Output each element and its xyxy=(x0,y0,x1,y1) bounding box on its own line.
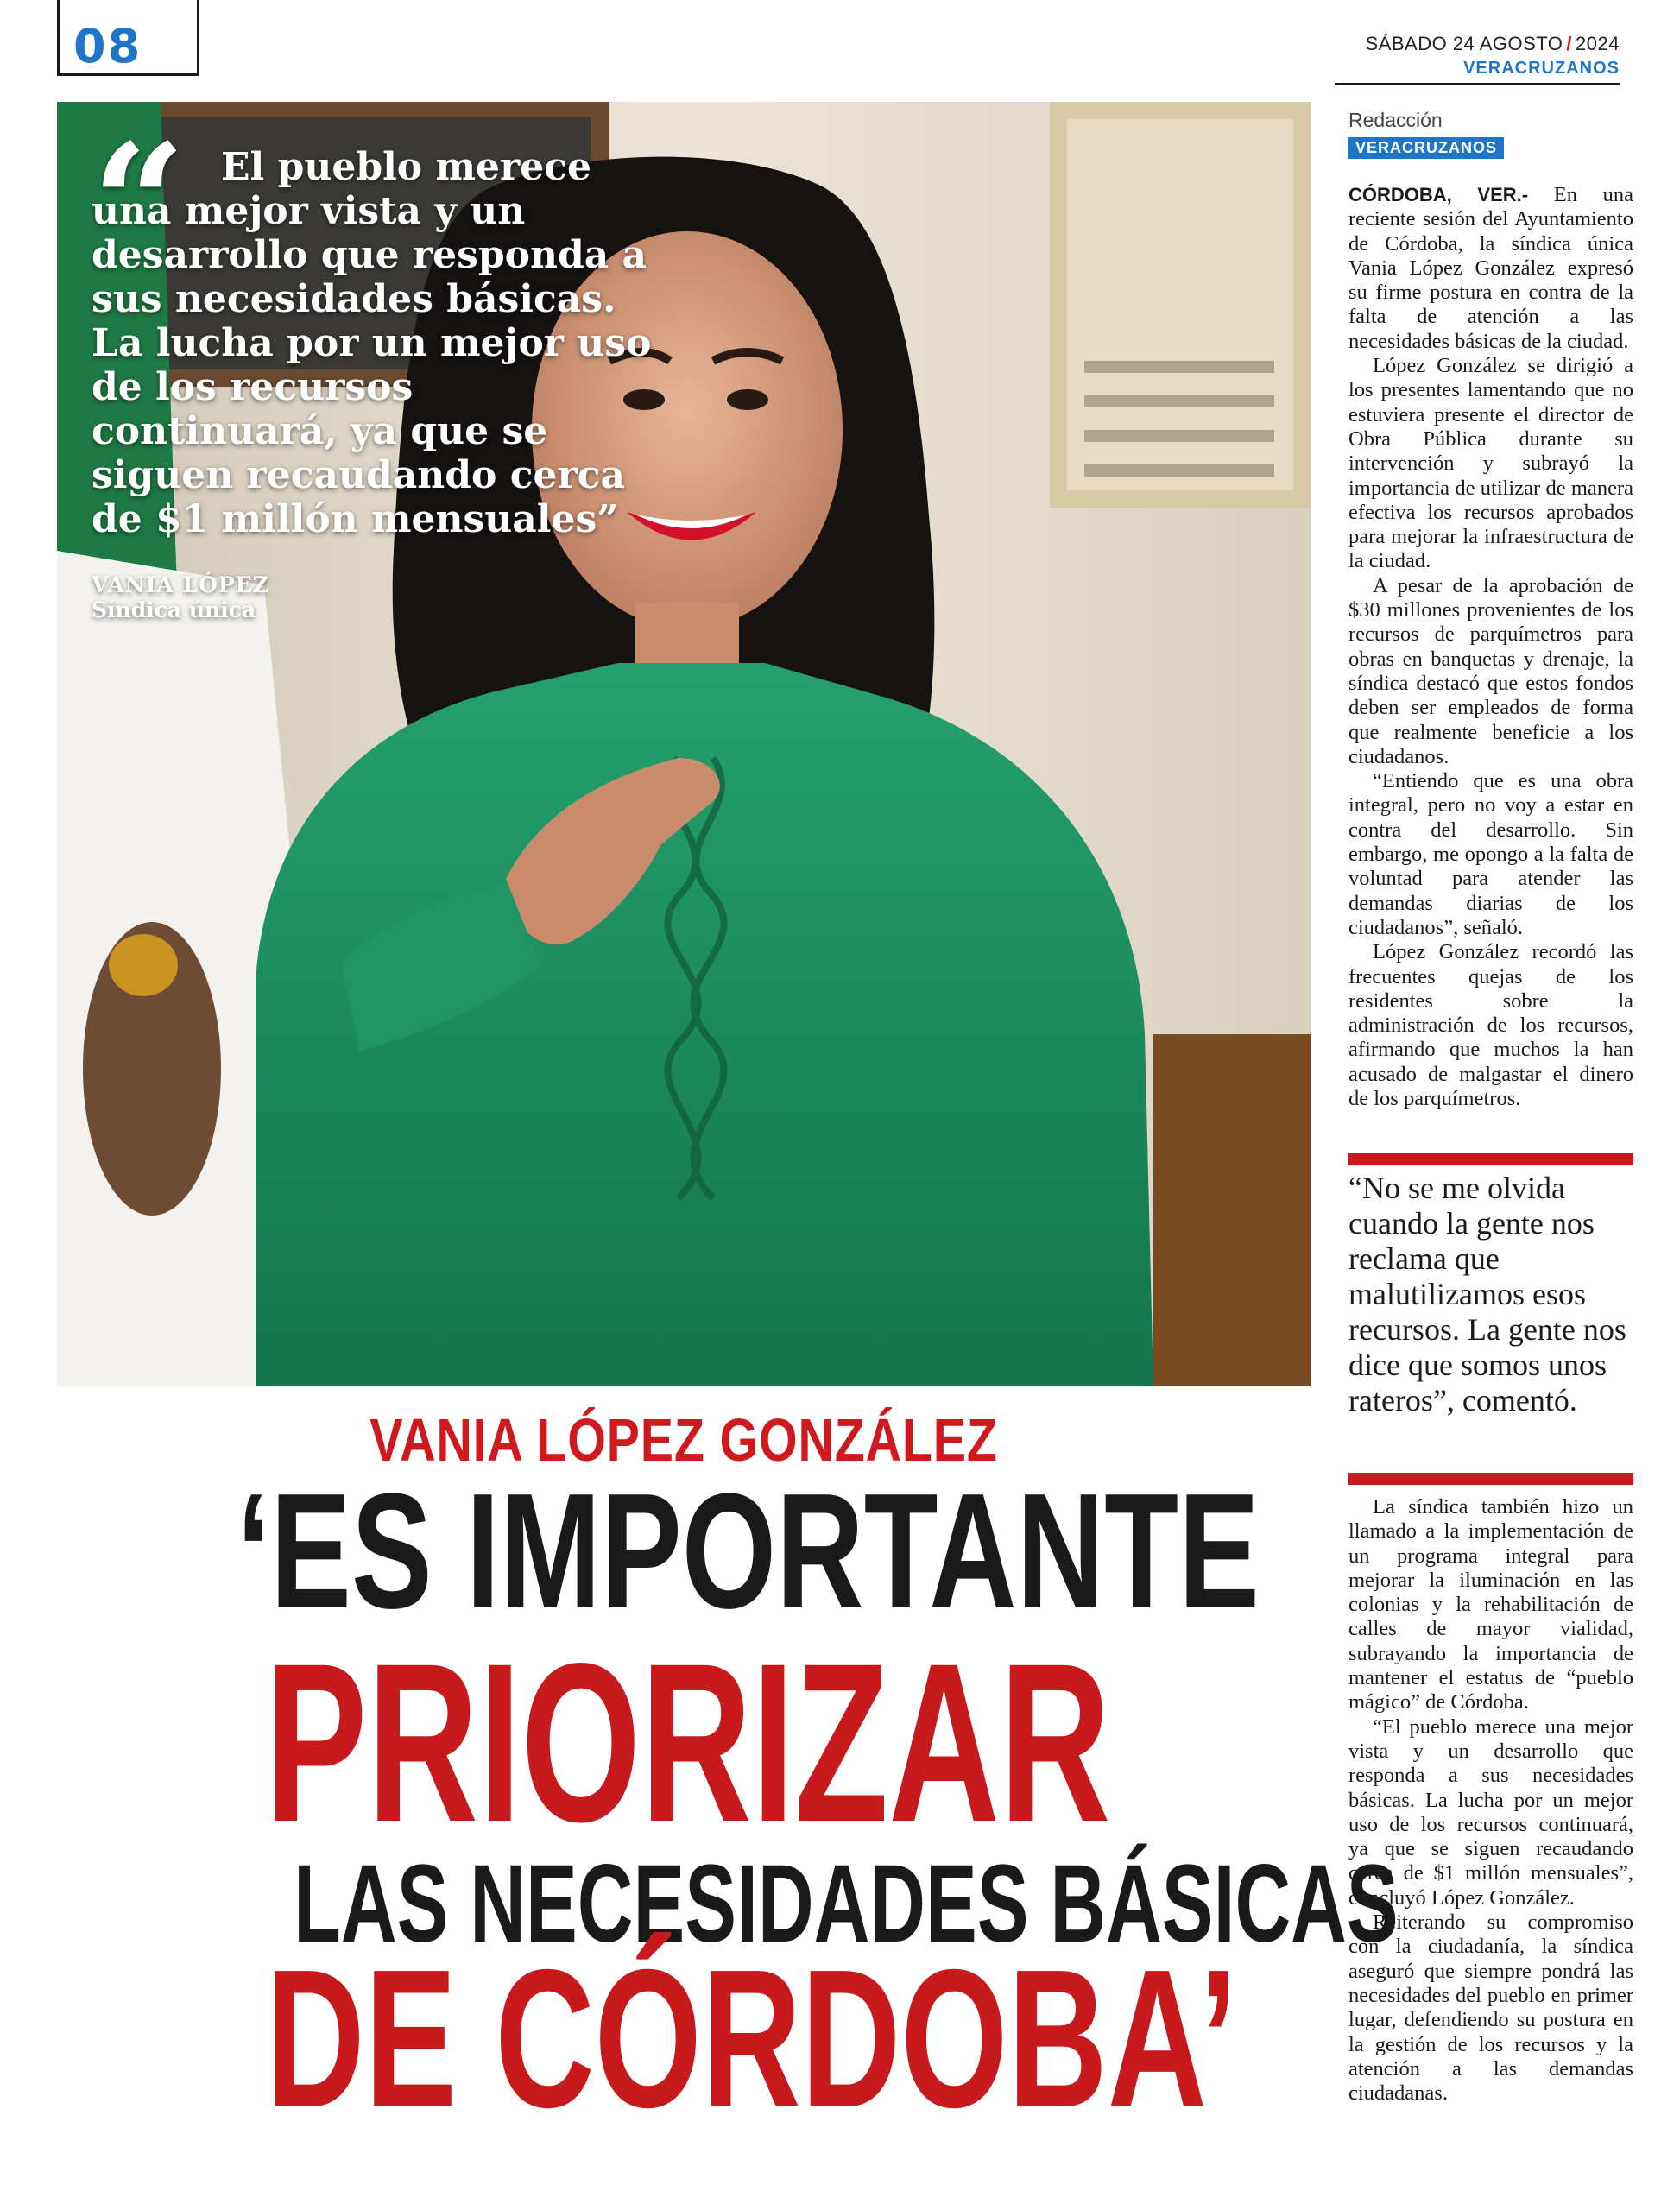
issue-date-day: SÁBADO 24 AGOSTO xyxy=(1365,33,1563,54)
byline-tag: VERACRUZANOS xyxy=(1348,137,1504,159)
headline-line-1 xyxy=(57,1460,1317,1643)
headline-kicker: VANIA LÓPEZ GONZÁLEZ xyxy=(369,1406,998,1474)
dateline: CÓRDOBA, VER.- xyxy=(1348,184,1529,205)
article-paragraph: Reiterando su compromiso con la ciudadanía, la síndica aseguró que siempre pondrá las necesidades del pueblo en primer lugar, defendiendo su postura en la gestión de los recursos y la atención a las demandas ciudadanas. xyxy=(1348,1910,1633,2106)
article-column xyxy=(1348,109,1633,2106)
photo-quote-author: VANIA LÓPEZ xyxy=(92,572,269,597)
issue-info xyxy=(1366,33,1620,79)
article-body-top xyxy=(1348,183,1633,1111)
date-separator: / xyxy=(1566,33,1573,54)
issue-date xyxy=(1366,33,1620,55)
article-paragraph: López González se dirigió a los presentes lamentando que no estuviera presente el director de Obra Pública durante su intervención y subrayó la importancia de utilizar de manera efectiva los recursos aprobados para mejorar la infraestructura de la ciudad. xyxy=(1348,354,1633,573)
quote-mark-icon: “ xyxy=(92,108,186,300)
article-paragraph: “El pueblo merece una mejor vista y un desarrollo que responda a sus necesidades básicas. La lucha por un mejor uso de los recursos continuará, ya que se siguen recaudando cerca de $1 millón mensuales”, concluyó López González. xyxy=(1348,1714,1633,1910)
headline-line-1-text: ‘ES IMPORTANTE xyxy=(237,1460,1260,1643)
section-label: VERACRUZANOS xyxy=(1463,59,1620,78)
page-number: 08 xyxy=(73,19,142,73)
photo-quote-text: El pueblo merece una mejor vista y un desarrollo que responda a sus necesidades básicas. La lucha por un mejor uso de los recursos continuará, ya que se siguen recaudando cerca de $1 millón mensuales” xyxy=(92,145,652,541)
headline-line-2-text: PRIORIZAR xyxy=(264,1616,1110,1869)
chair xyxy=(1153,1034,1311,1386)
pull-quote-top-bar xyxy=(1348,1153,1633,1165)
headline-line-4 xyxy=(57,1929,1317,2149)
headline-line-3-text: LAS NECESIDADES BÁSICAS xyxy=(294,1842,1399,1966)
pull-quote: “No se me olvida cuando la gente nos reclama que malutilizamos esos recursos. La gente nos dice que somos unos rateros”, comentó. xyxy=(1348,1171,1626,1418)
main-photo xyxy=(57,102,1311,1386)
headline-line-2 xyxy=(57,1616,1317,1869)
pull-quote-bottom-bar xyxy=(1348,1473,1633,1485)
article-paragraph: A pesar de la aprobación de $30 millones provenientes de los recursos de parquímetros para obras en banquetas y drenaje, la síndica destacó que estos fondos deben ser empleados de forma que realmente beneficie a los ciudadanos. xyxy=(1348,573,1633,768)
photo-quote-role: Síndica única xyxy=(92,597,256,622)
byline: Redacción xyxy=(1348,109,1443,131)
article-paragraph: López González recordó las frecuentes quejas de los residentes sobre la administración de los recursos, afirmando que muchos la han acusado de malgastar el dinero de los parquímetros. xyxy=(1348,940,1633,1110)
issue-date-year: 2024 xyxy=(1576,33,1620,54)
article-paragraph xyxy=(1348,183,1633,354)
article-paragraph: “Entiendo que es una obra integral, pero no voy a estar en contra del desarrollo. Sin embargo, me opongo a la falta de voluntad para atender las demandas diarias de los ciudadanos”, señaló. xyxy=(1348,769,1633,939)
article-paragraph-text: En una reciente sesión del Ayuntamiento de Córdoba, la síndica única Vania López González expresó su firme postura en contra de la falta de atención a las necesidades básicas de la ciudad. xyxy=(1348,183,1633,353)
page-number-box xyxy=(57,0,199,76)
headline-line-4-text: DE CÓRDOBA’ xyxy=(265,1929,1238,2149)
article-paragraph: La síndica también hizo un llamado a la implementación de un programa integral para mejorar la iluminación en las colonias y la rehabilitación de calles de mayor vialidad, subrayando la importancia de mantener el estatus de “pueblo mágico” de Córdoba. xyxy=(1348,1495,1633,1714)
header-rule xyxy=(1335,83,1620,85)
article-body-bottom xyxy=(1348,1495,1633,2106)
photo-quote xyxy=(92,108,661,622)
